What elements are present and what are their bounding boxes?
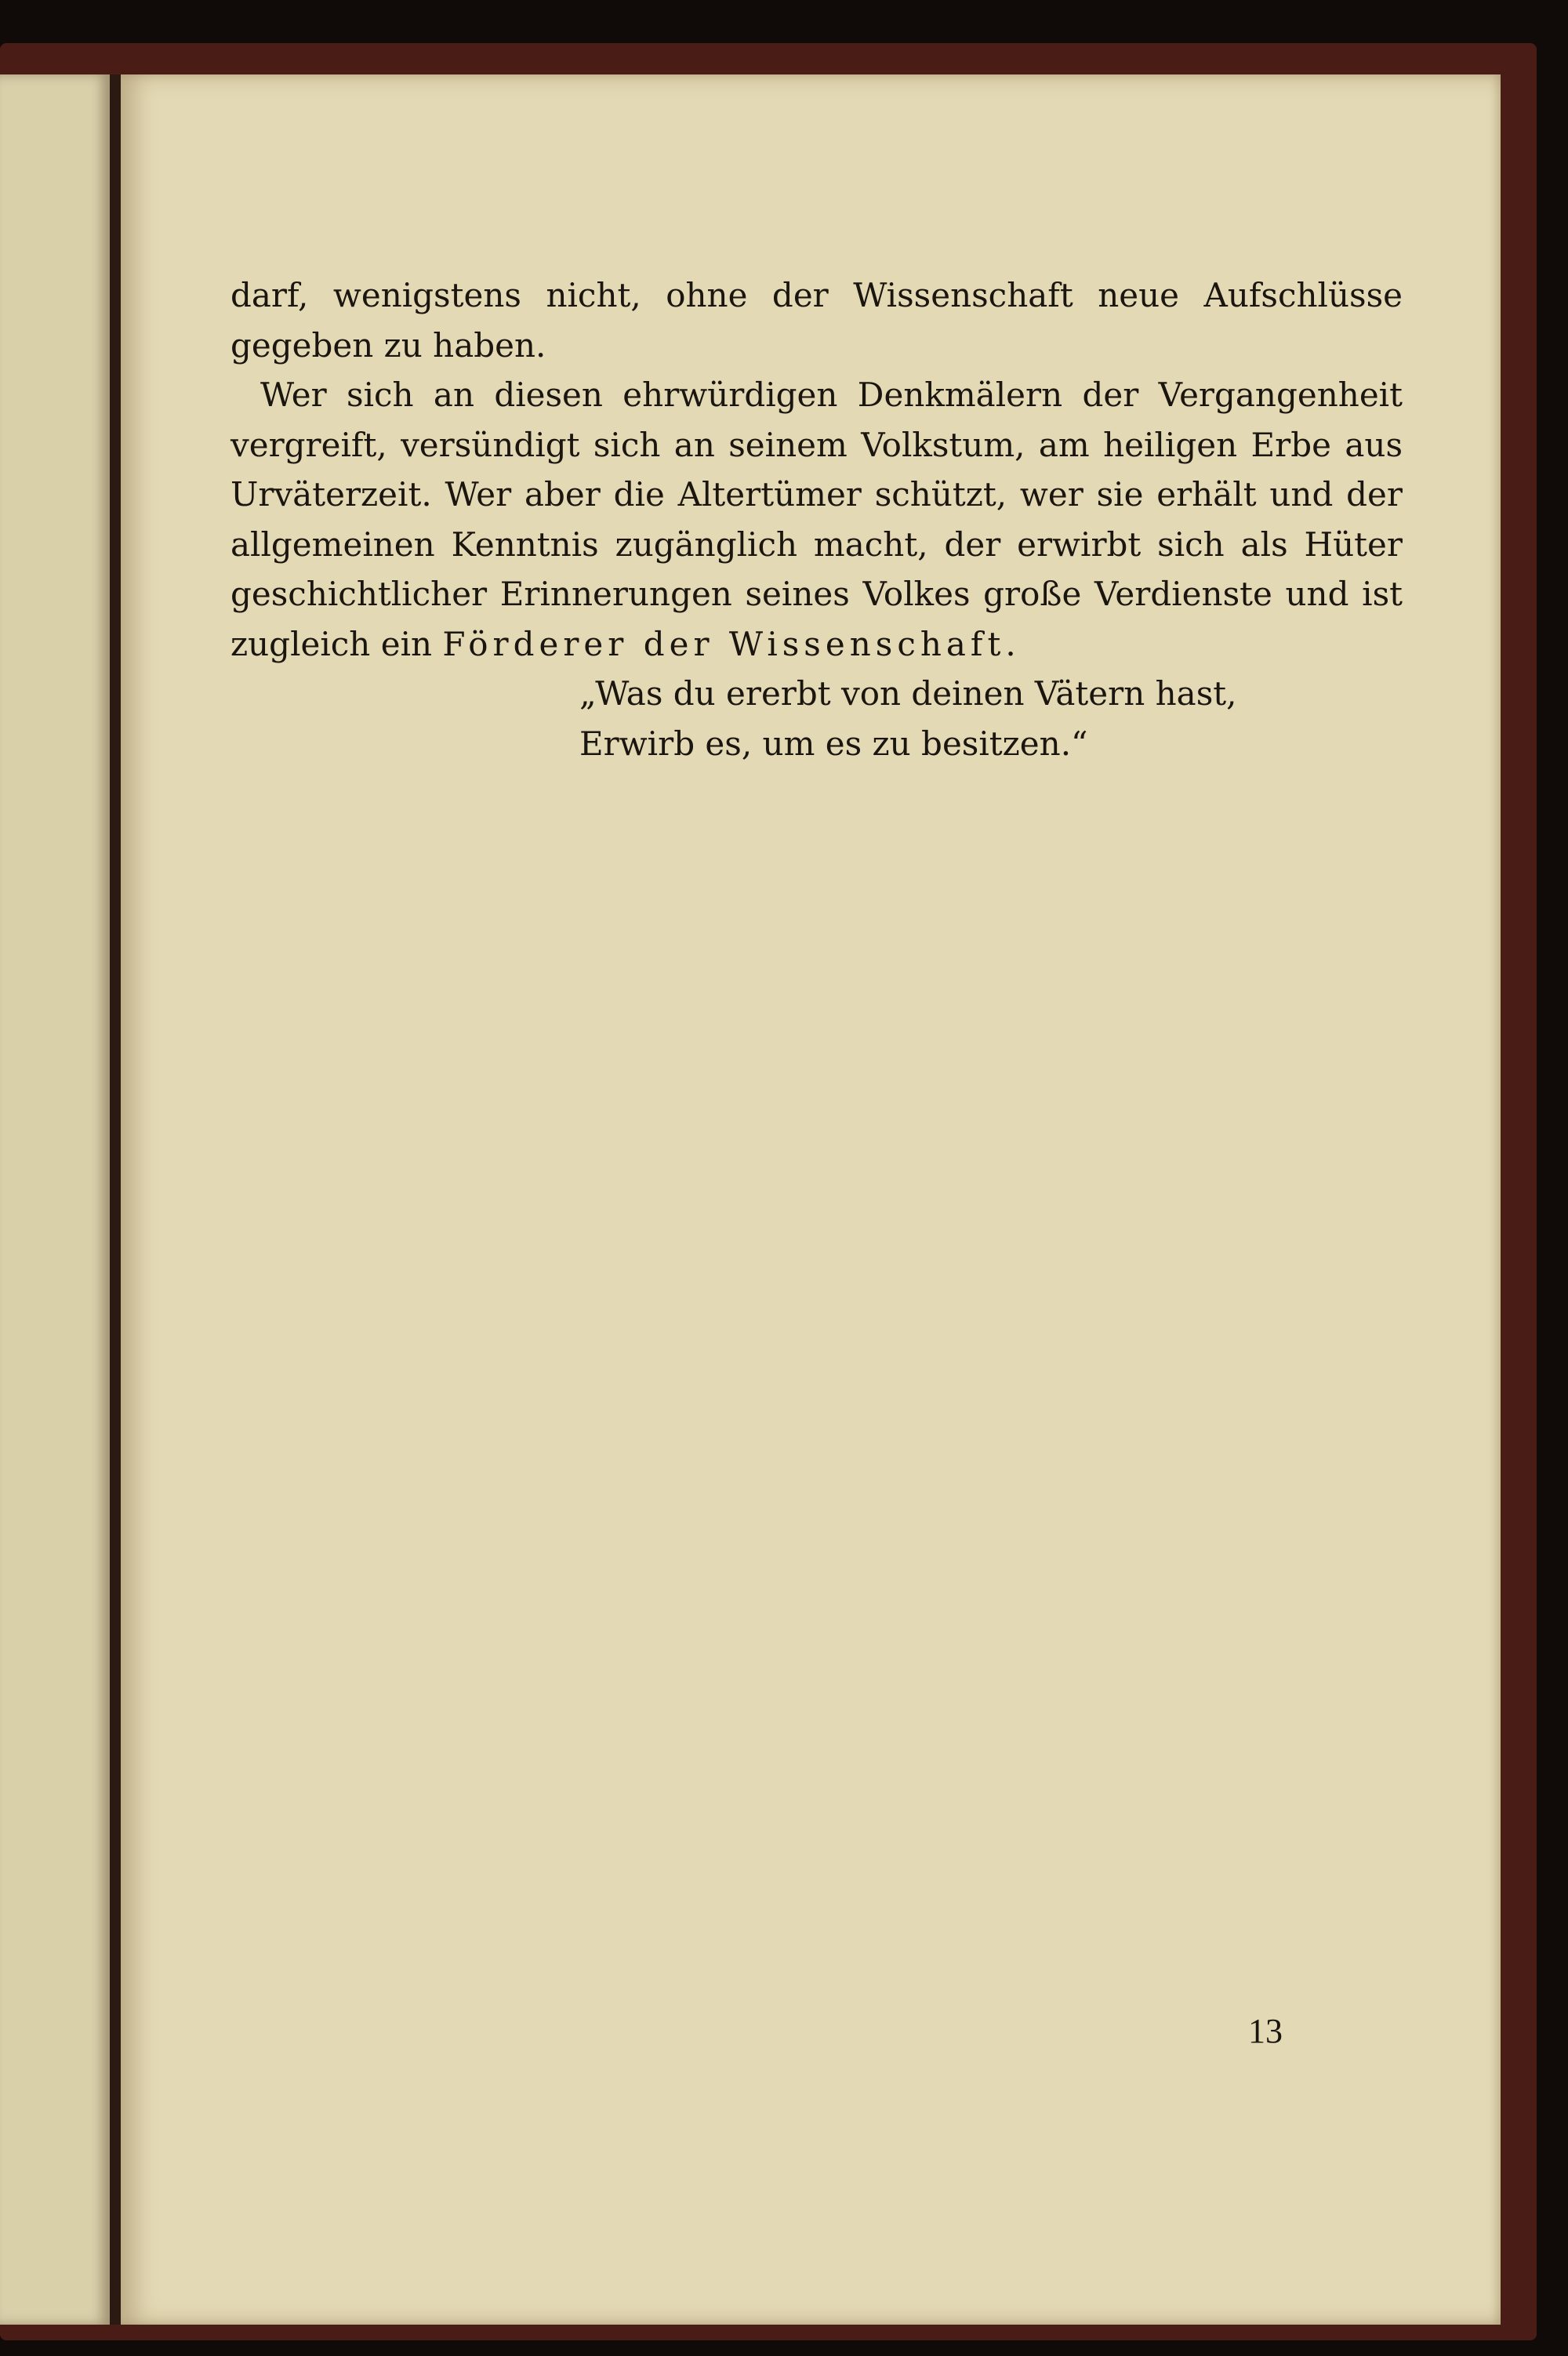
previous-page-edge xyxy=(0,74,110,2325)
paragraph-2-end: . xyxy=(1005,624,1016,663)
quote-line-1: „Was du ererbt von deinen Vätern hast, xyxy=(579,674,1237,713)
quote-line-2: Erwirb es, um es zu besitzen.“ xyxy=(579,724,1088,763)
book-page xyxy=(121,74,1501,2325)
paragraph-2 xyxy=(230,370,1403,669)
paragraph-1: darf, wenigstens nicht, ohne der Wissenschaft neue Aufschlüsse gegeben zu haben. xyxy=(230,276,1403,365)
spaced-emphasis: Förderer der Wissenschaft xyxy=(442,624,1006,663)
body-text xyxy=(230,270,1403,768)
paragraph-2-text: Wer sich an diesen ehrwürdigen Denkmälern der Vergangenheit vergreift, versündigt sich an seinem Volkstum, am heiligen Erbe aus Urväterzeit. Wer aber die Altertümer schützt, wer sie erhält und der allgemeinen Kenntnis zugänglich macht, der erwirbt sich als Hüter geschichtlicher Erinnerungen seines Volkes große Verdienste und ist zugleich ein xyxy=(230,376,1403,663)
page-number: 13 xyxy=(1248,2012,1283,2050)
book-gutter xyxy=(110,74,121,2325)
